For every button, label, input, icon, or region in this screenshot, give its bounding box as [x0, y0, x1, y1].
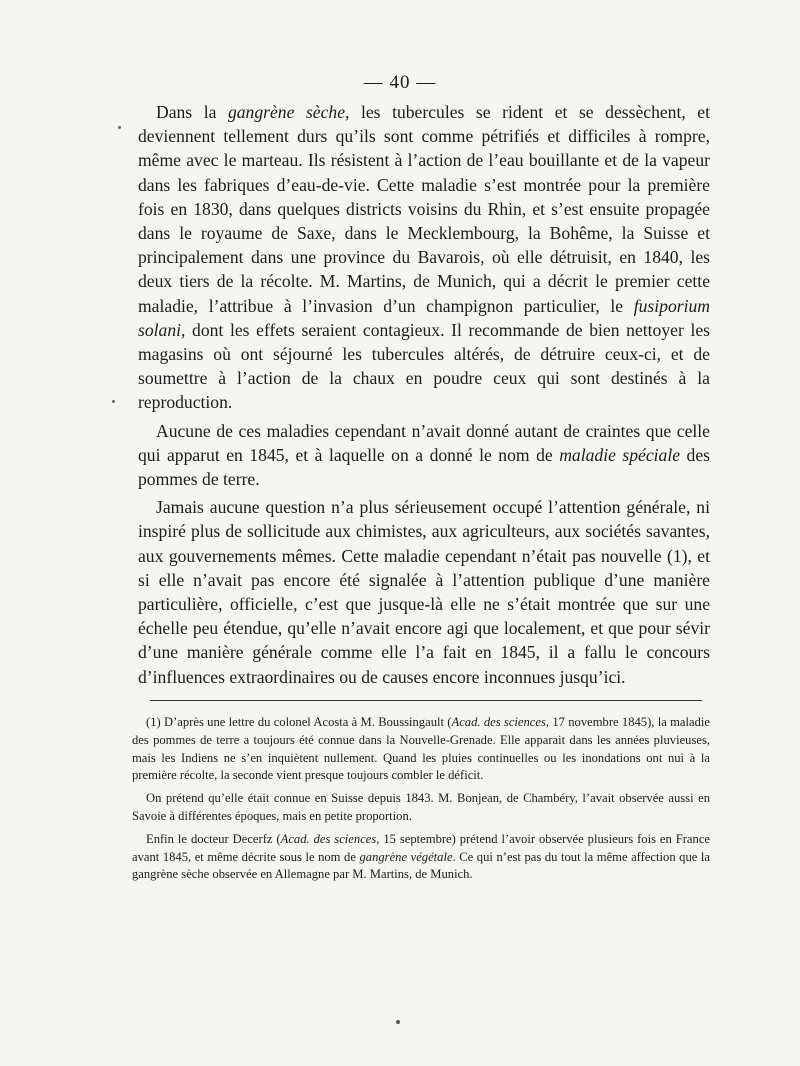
text-run: des pommes de terre.	[138, 444, 711, 490]
ink-speck	[396, 1020, 400, 1024]
text-run: On prétend qu’elle était connue en Suisse depuis 1843. M. Bonjean, de Chambéry, l’avait observée aussi en Savoie à différentes époques, mais en petite proportion.	[132, 791, 710, 823]
paragraph	[138, 495, 710, 689]
paragraph	[138, 419, 710, 492]
footnote	[132, 790, 710, 826]
italic-term: gangrène sèche	[227, 102, 346, 122]
italic-term: Acad. des sciences	[451, 715, 546, 729]
italic-term: fusiporium solani	[138, 295, 710, 340]
footnote-rule	[150, 700, 702, 701]
main-text	[138, 100, 710, 689]
footnotes	[132, 714, 710, 884]
footnote	[132, 714, 710, 785]
text-run: , dont les effets seraient contagieux. Il recommande de bien nettoyer les magasins où ont séjourné les tubercules altérés, de détruire ceux-ci, et de soumettre à l’action de la chaux en poudre ceux qui sont destinés à la reproduction.	[138, 319, 710, 413]
text-run: , les tubercules se rident et se dessèchent, et deviennent tellement durs qu’ils sont comme pétrifiés et difficiles à rompre, même avec le marteau. Ils résistent à l’action de l’eau bouillante et de la vapeur dans les fabriques d’eau-de-vie. Cette maladie s’est montrée pour la première fois en 1830, dans quelques districts voisins du Rhin, et s’est ensuite propagée dans le royaume de Saxe, dans le Mecklembourg, la Bohême, la Suisse et principalement dans une province du Bavarois, où elle détruisit, en 1840, les deux tiers de la récolte. M. Martins, de Munich, qui a décrit le premier cette maladie, l’attribue à l’invasion d’un champignon particulier, le	[138, 102, 711, 316]
text-run: , 15 septembre) prétend l’avoir observée plusieurs fois en France avant 1845, et même décrite sous le nom de	[132, 831, 710, 864]
ink-speck	[118, 126, 121, 129]
footnote	[132, 831, 710, 884]
italic-term: Acad. des sciences	[280, 831, 377, 846]
text-run: Dans la	[156, 102, 228, 122]
text-run: Enfin le docteur Decerfz (	[146, 831, 281, 846]
paragraph	[138, 100, 710, 415]
ink-speck	[112, 400, 115, 403]
text-run: , 17 novembre 1845), la maladie des pommes de terre a toujours été connue dans la Nouvelle-Grenade. Elle apparait dans les années pluvieuses, mais les Indiens ne s’en inquiètent nullement. Quand les pluies continuelles ou les inondations ont nui à la première récolte, la seconde vient presque toujours combler le déficit.	[132, 715, 710, 783]
text-run: . Ce qui n’est pas du tout la même affection que la gangrène sèche observée en Allemagne par M. Martins, de Munich.	[132, 849, 710, 882]
text-run: (1) D’après une lettre du colonel Acosta à M. Boussingault (	[146, 715, 452, 729]
italic-term: maladie spéciale	[559, 444, 681, 465]
italic-term: gangrène végétale	[359, 849, 453, 864]
text-run: Aucune de ces maladies cependant n’avait donné autant de craintes que celle qui apparut en 1845, et à laquelle on a donné le nom de	[138, 420, 710, 465]
page-number: — 40 —	[363, 72, 437, 93]
text-run: Jamais aucune question n’a plus sérieusement occupé l’attention générale, ni inspiré plus de sollicitude aux chimistes, aux agriculteurs, aux sociétés savantes, aux gouvernements mêmes. Cette maladie cependant n’était pas nouvelle (1), et si elle n’avait pas encore été signalée à l’attention publique d’une manière particulière, officielle, c’est que jusque-là elle ne s’était montrée que sur une échelle peu étendue, qu’elle n’avait encore agi que localement, et que pour sévir d’une manière générale comme elle l’a fait en 1845, il a fallu le concours d’influences extraordinaires ou de causes encore inconnues jusqu’ici.	[138, 497, 710, 687]
